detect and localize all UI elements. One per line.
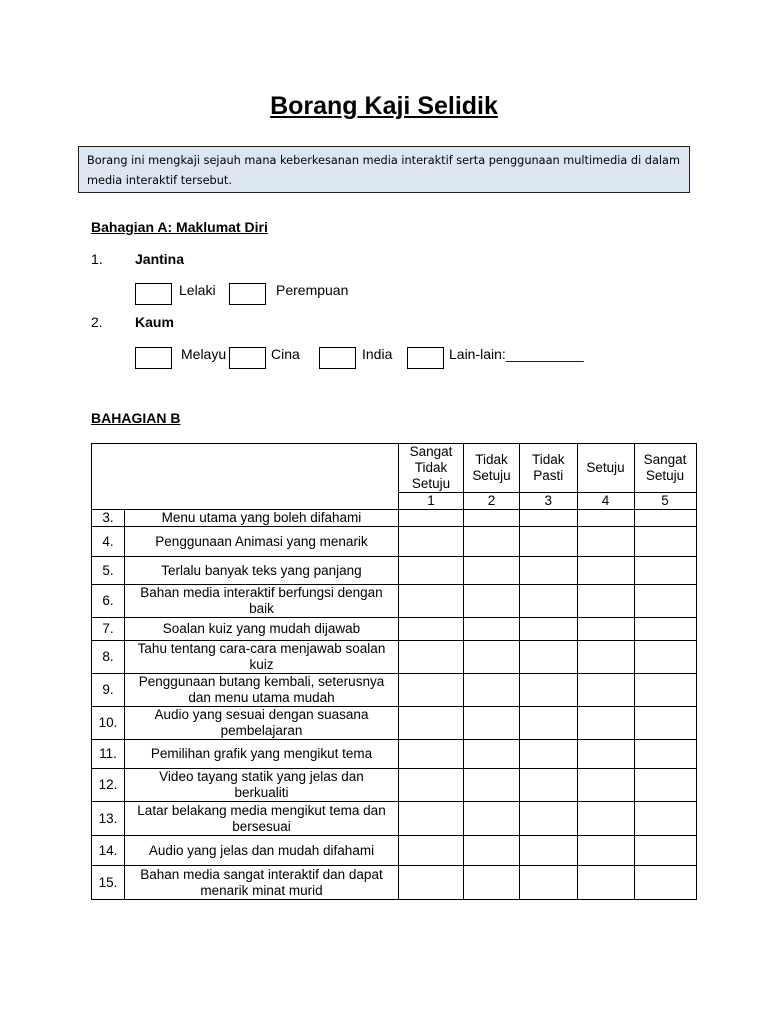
question-2-number: 2. <box>91 314 103 330</box>
rating-cell-1[interactable] <box>399 769 464 802</box>
row-statement: Tahu tentang cara-cara menjawab soalan kuiz <box>125 641 399 674</box>
table-row <box>92 641 697 674</box>
table-row <box>92 618 697 641</box>
section-a-heading: Bahagian A: Maklumat Diri <box>91 219 268 235</box>
rating-cell-3[interactable] <box>520 585 578 618</box>
rating-cell-3[interactable] <box>520 641 578 674</box>
rating-cell-5[interactable] <box>634 641 696 674</box>
row-statement: Latar belakang media mengikut tema dan bersesuai <box>125 802 399 836</box>
rating-cell-3[interactable] <box>520 740 578 769</box>
scale-value-5: 5 <box>634 493 696 510</box>
rating-cell-5[interactable] <box>634 802 696 836</box>
rating-cell-1[interactable] <box>399 707 464 740</box>
rating-cell-5[interactable] <box>634 527 696 557</box>
rating-cell-2[interactable] <box>464 618 520 641</box>
scale-label-5: Sangat Setuju <box>634 444 696 493</box>
rating-cell-1[interactable] <box>399 510 464 527</box>
table-row <box>92 866 697 900</box>
table-row <box>92 585 697 618</box>
table-row <box>92 557 697 585</box>
row-statement: Menu utama yang boleh difahami <box>125 510 399 527</box>
rating-cell-3[interactable] <box>520 866 578 900</box>
rating-cell-1[interactable] <box>399 585 464 618</box>
option-melayu: Melayu <box>181 346 227 362</box>
rating-cell-4[interactable] <box>577 674 634 707</box>
option-lain-lain: Lain-lain:__________ <box>449 346 584 362</box>
section-b-heading: BAHAGIAN B <box>91 410 181 426</box>
scale-label-1: Sangat Tidak Setuju <box>399 444 464 493</box>
row-number: 12. <box>92 769 125 802</box>
rating-cell-5[interactable] <box>634 557 696 585</box>
table-row <box>92 527 697 557</box>
rating-cell-2[interactable] <box>464 641 520 674</box>
scale-value-1: 1 <box>399 493 464 510</box>
rating-cell-2[interactable] <box>464 510 520 527</box>
option-cina: Cina <box>271 346 300 362</box>
table-row <box>92 674 697 707</box>
rating-cell-5[interactable] <box>634 740 696 769</box>
checkbox-lelaki[interactable] <box>135 283 172 305</box>
row-number: 15. <box>92 866 125 900</box>
checkbox-cina[interactable] <box>229 347 266 369</box>
rating-cell-5[interactable] <box>634 769 696 802</box>
row-number: 7. <box>92 618 125 641</box>
intro-box: Borang ini mengkaji sejauh mana keberkesanan media interaktif serta penggunaan multimedia di dalam media interaktif tersebut. <box>78 146 690 193</box>
rating-cell-3[interactable] <box>520 769 578 802</box>
rating-cell-4[interactable] <box>577 618 634 641</box>
rating-cell-1[interactable] <box>399 618 464 641</box>
rating-cell-4[interactable] <box>577 585 634 618</box>
rating-cell-2[interactable] <box>464 585 520 618</box>
rating-cell-5[interactable] <box>634 510 696 527</box>
row-number: 3. <box>92 510 125 527</box>
row-statement: Audio yang jelas dan mudah difahami <box>125 836 399 866</box>
survey-table <box>91 443 697 900</box>
rating-cell-2[interactable] <box>464 866 520 900</box>
scale-label-4: Setuju <box>577 444 634 493</box>
rating-cell-4[interactable] <box>577 707 634 740</box>
rating-cell-1[interactable] <box>399 527 464 557</box>
rating-cell-3[interactable] <box>520 510 578 527</box>
rating-cell-2[interactable] <box>464 707 520 740</box>
rating-cell-5[interactable] <box>634 618 696 641</box>
rating-cell-2[interactable] <box>464 836 520 866</box>
row-number: 13. <box>92 802 125 836</box>
question-2-label: Kaum <box>135 314 174 330</box>
rating-cell-5[interactable] <box>634 707 696 740</box>
row-statement: Bahan media interaktif berfungsi dengan baik <box>125 585 399 618</box>
rating-cell-3[interactable] <box>520 802 578 836</box>
option-perempuan: Perempuan <box>276 282 349 298</box>
rating-cell-3[interactable] <box>520 836 578 866</box>
rating-cell-1[interactable] <box>399 836 464 866</box>
checkbox-melayu[interactable] <box>135 347 172 369</box>
row-statement: Bahan media sangat interaktif dan dapat menarik minat murid <box>125 866 399 900</box>
form-title: Borang Kaji Selidik <box>270 92 498 120</box>
rating-cell-3[interactable] <box>520 618 578 641</box>
row-statement: Penggunaan Animasi yang menarik <box>125 527 399 557</box>
scale-label-3: Tidak Pasti <box>520 444 578 493</box>
row-statement: Pemilihan grafik yang mengikut tema <box>125 740 399 769</box>
table-row <box>92 802 697 836</box>
rating-cell-4[interactable] <box>577 802 634 836</box>
rating-cell-1[interactable] <box>399 641 464 674</box>
rating-cell-3[interactable] <box>520 527 578 557</box>
row-number: 9. <box>92 674 125 707</box>
row-number: 10. <box>92 707 125 740</box>
row-number: 8. <box>92 641 125 674</box>
question-1-number: 1. <box>91 251 103 267</box>
table-row <box>92 836 697 866</box>
scale-label-2: Tidak Setuju <box>464 444 520 493</box>
row-statement: Audio yang sesuai dengan suasana pembelajaran <box>125 707 399 740</box>
rating-cell-2[interactable] <box>464 527 520 557</box>
table-row <box>92 510 697 527</box>
rating-cell-5[interactable] <box>634 836 696 866</box>
table-row <box>92 707 697 740</box>
row-number: 11. <box>92 740 125 769</box>
rating-cell-5[interactable] <box>634 674 696 707</box>
rating-cell-4[interactable] <box>577 866 634 900</box>
question-1-label: Jantina <box>135 251 185 267</box>
row-statement: Terlalu banyak teks yang panjang <box>125 557 399 585</box>
header-blank-cell <box>92 444 399 510</box>
rating-cell-2[interactable] <box>464 740 520 769</box>
checkbox-perempuan[interactable] <box>229 283 266 305</box>
rating-cell-1[interactable] <box>399 802 464 836</box>
checkbox-india[interactable] <box>319 347 356 369</box>
rating-cell-3[interactable] <box>520 707 578 740</box>
option-india: India <box>362 346 393 362</box>
rating-cell-5[interactable] <box>634 866 696 900</box>
rating-cell-2[interactable] <box>464 802 520 836</box>
rating-cell-2[interactable] <box>464 674 520 707</box>
rating-cell-4[interactable] <box>577 510 634 527</box>
rating-cell-4[interactable] <box>577 740 634 769</box>
row-number: 14. <box>92 836 125 866</box>
row-statement: Video tayang statik yang jelas dan berkualiti <box>125 769 399 802</box>
scale-value-2: 2 <box>464 493 520 510</box>
scale-value-4: 4 <box>577 493 634 510</box>
rating-cell-3[interactable] <box>520 557 578 585</box>
rating-cell-4[interactable] <box>577 641 634 674</box>
rating-cell-1[interactable] <box>399 674 464 707</box>
row-statement: Penggunaan butang kembali, seterusnya dan menu utama mudah <box>125 674 399 707</box>
option-lelaki: Lelaki <box>179 282 216 298</box>
row-statement: Soalan kuiz yang mudah dijawab <box>125 618 399 641</box>
row-number: 6. <box>92 585 125 618</box>
rating-cell-2[interactable] <box>464 769 520 802</box>
table-row <box>92 740 697 769</box>
rating-cell-4[interactable] <box>577 836 634 866</box>
checkbox-lain-lain[interactable] <box>407 347 444 369</box>
rating-cell-1[interactable] <box>399 866 464 900</box>
rating-cell-1[interactable] <box>399 740 464 769</box>
row-number: 4. <box>92 527 125 557</box>
rating-cell-5[interactable] <box>634 585 696 618</box>
rating-cell-4[interactable] <box>577 557 634 585</box>
rating-cell-1[interactable] <box>399 557 464 585</box>
rating-cell-4[interactable] <box>577 527 634 557</box>
table-row <box>92 769 697 802</box>
scale-value-3: 3 <box>520 493 578 510</box>
rating-cell-4[interactable] <box>577 769 634 802</box>
row-number: 5. <box>92 557 125 585</box>
rating-cell-2[interactable] <box>464 557 520 585</box>
rating-cell-3[interactable] <box>520 674 578 707</box>
